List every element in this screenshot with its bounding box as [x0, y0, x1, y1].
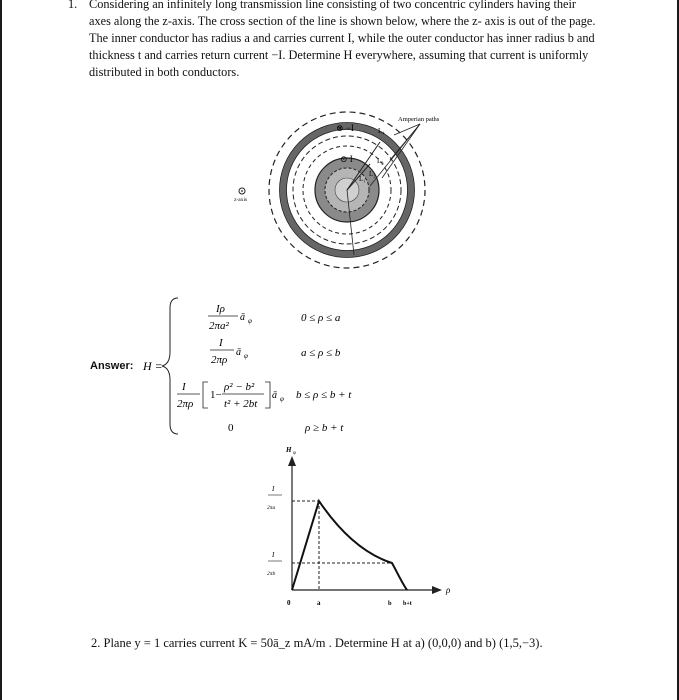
- y-tick-2: [267, 551, 282, 577]
- problem-1-line-3: The inner conductor has radius a and carries current I, while the outer conductor has inner radius b and: [89, 31, 595, 45]
- svg-text:φ: φ: [293, 451, 296, 456]
- svg-text:2πa²: 2πa²: [209, 320, 229, 332]
- answer-label: Answer:: [90, 360, 134, 372]
- path-label-L4: L₄: [378, 127, 385, 135]
- path-label-L3: L₃: [377, 157, 384, 165]
- y-axis-label: H: [286, 446, 292, 454]
- problem-2-text: 2. Plane y = 1 carries current K = 50ā_z mA/m . Determine H at a) (0,0,0) and b) (1,5,−3).: [91, 636, 543, 650]
- case-4-expression: 0: [228, 422, 234, 434]
- y-axis-arrow-icon: [288, 456, 296, 466]
- coax-cross-section-diagram: [2, 0, 679, 300]
- current-out-marker: ⊙ I: [340, 154, 353, 164]
- svg-text:1−: 1−: [210, 389, 222, 401]
- svg-text:φ: φ: [248, 317, 252, 325]
- svg-text:φ: φ: [244, 352, 248, 360]
- svg-text:ρ² − b²: ρ² − b²: [224, 381, 255, 393]
- svg-text:I: I: [272, 485, 275, 493]
- current-in-marker: ⊗ −I: [336, 123, 354, 133]
- h-symbol: H =: [143, 359, 163, 373]
- case-1-range: 0 ≤ ρ ≤ a: [301, 312, 341, 324]
- problem-2: [91, 636, 543, 651]
- problem-1-number: 1.: [68, 0, 78, 11]
- svg-text:2πb: 2πb: [267, 571, 276, 577]
- case-2-expression: [210, 337, 248, 366]
- x-tick-a: a: [317, 599, 321, 607]
- problem-1-line-1: Considering an infinitely long transmission line consisting of two concentric cylinders having their: [89, 0, 577, 11]
- svg-text:Iρ: Iρ: [216, 303, 225, 315]
- svg-text:I: I: [182, 381, 186, 393]
- x-axis-arrow-icon: [432, 586, 442, 594]
- svg-text:ā: ā: [240, 312, 245, 323]
- problem-1-line-4: thickness t and carries return current −I. Determine H everywhere, assuming that current is uniformly: [89, 48, 589, 62]
- svg-text:ā: ā: [272, 390, 277, 401]
- svg-text:ā: ā: [236, 347, 241, 358]
- amperian-paths-label: Amperian paths: [398, 116, 440, 123]
- case-4-range: ρ ≥ b + t: [305, 422, 344, 434]
- z-axis-label: z-axis: [234, 197, 248, 203]
- case-3-expression: [177, 381, 284, 410]
- y-tick-1: [267, 485, 282, 511]
- svg-text:t² + 2bt: t² + 2bt: [224, 398, 258, 410]
- h-field-graph: [2, 440, 679, 620]
- svg-text:2πρ: 2πρ: [177, 398, 194, 410]
- answer-equation: [2, 290, 679, 440]
- svg-text:φ: φ: [280, 395, 284, 403]
- path-label-L2: L₂: [369, 170, 376, 178]
- path-label-L1: L₁: [359, 175, 366, 183]
- problem-1-line-2: axes along the z-axis. The cross section of the line is shown below, where the z- axis is out of the page.: [89, 14, 596, 28]
- case-1-expression: [208, 303, 252, 332]
- h-curve: [292, 501, 407, 590]
- x-tick-0: 0: [287, 599, 291, 607]
- svg-text:2πρ: 2πρ: [211, 354, 228, 366]
- case-2-range: a ≤ ρ ≤ b: [301, 347, 341, 359]
- svg-text:I: I: [272, 551, 275, 559]
- svg-text:2πa: 2πa: [267, 505, 276, 511]
- x-tick-b: b: [388, 600, 392, 607]
- x-tick-bt: b+t: [403, 601, 412, 607]
- svg-text:I: I: [219, 337, 223, 349]
- problem-1-line-5: distributed in both conductors.: [89, 65, 240, 79]
- case-3-range: b ≤ ρ ≤ b + t: [296, 389, 352, 401]
- x-axis-label: ρ: [446, 585, 451, 595]
